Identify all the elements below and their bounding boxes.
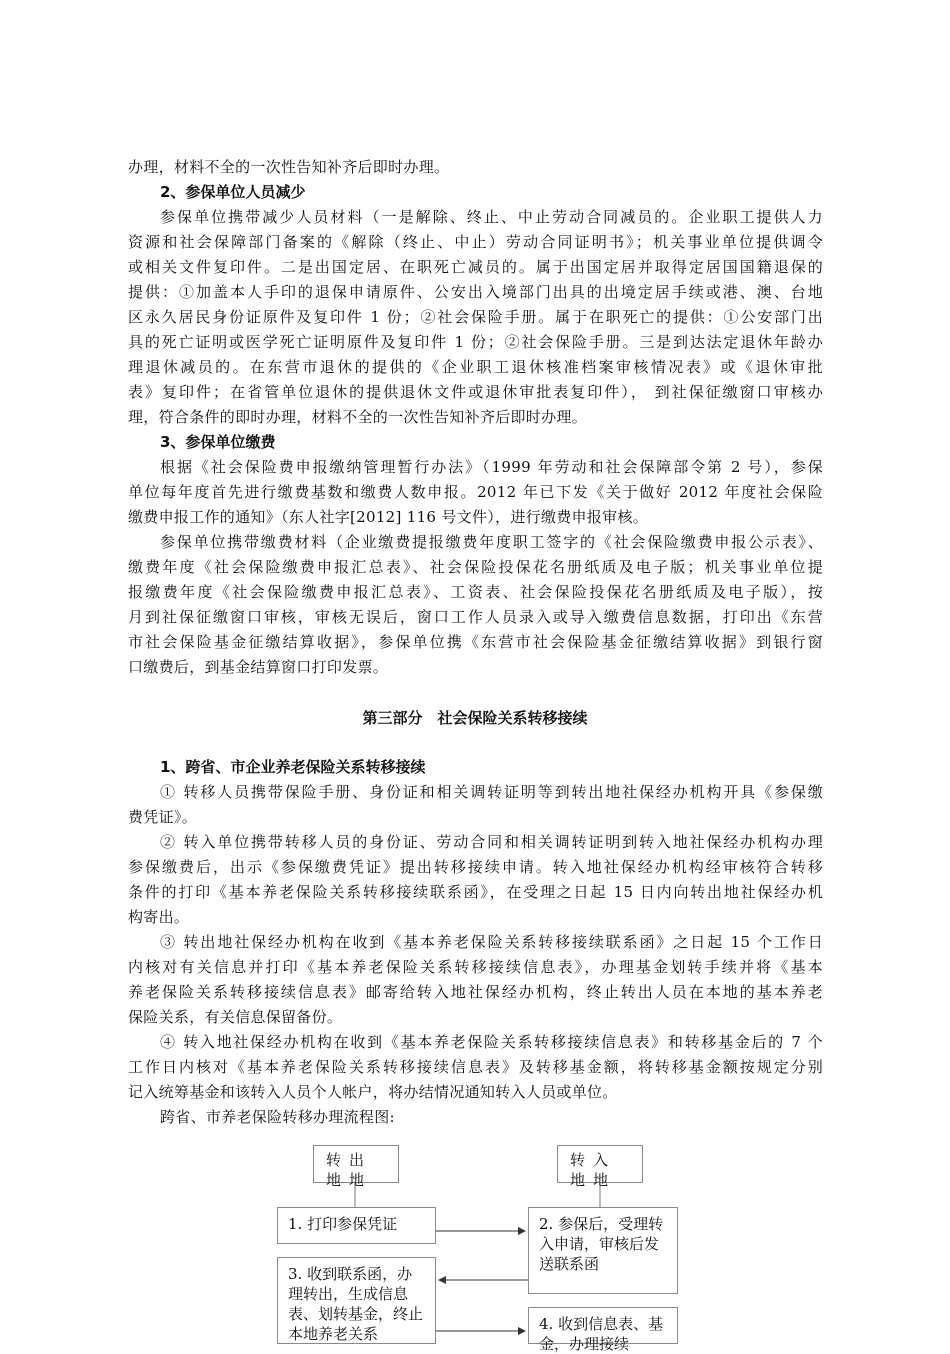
flow-step-4: 4. 收到信息表、基金，办理接续 [528, 1307, 678, 1344]
flow-step-3: 3. 收到联系函，办理转出，生成信息表、划转基金，终止本地养老关系 [277, 1257, 436, 1344]
text-line: 办理，材料不全的一次性告知补齐后即时办理。 [128, 158, 450, 176]
text-line: 理退休减员的。在东营市退休的提供的《企业职工退休核准档案审核情况表》或《退休审批 [128, 358, 823, 376]
heading-unit-staff-reduction: 2、参保单位人员减少 [160, 183, 306, 201]
text-line: 表》复印件；在省管单位退休的提供退休文件或退休审批表复印件）， 到社保征缴窗口审核办 [128, 383, 823, 401]
text-line: ① 转移人员携带保险手册、身份证和相关调转证明等到转出地社保经办机构开具《参保缴 [160, 783, 823, 801]
text-line: 构寄出。 [128, 908, 190, 926]
flow-step-2: 2. 参保后，受理转入申请，审核后发送联系函 [528, 1207, 678, 1294]
text-line: 口缴费后，到基金结算窗口打印发票。 [128, 658, 389, 676]
text-line: 报缴费年度《社会保险缴费申报汇总表》、工资表、社会保险投保花名册纸质及电子版），按 [128, 583, 823, 601]
text-line: 工作日内核对《基本养老保险关系转移接续信息表》及转移基金额，将转移基金额按规定分别 [128, 1058, 823, 1076]
text-line: 参保单位携带减少人员材料（一是解除、终止、中止劳动合同减员的。企业职工提供人力 [160, 208, 823, 226]
section-title: 第三部分 社会保险关系转移接续 [362, 709, 588, 727]
text-line: 月到社保征缴窗口审核，审核无误后，窗口工作人员录入或导入缴费信息数据，打印出《东营 [128, 608, 823, 626]
text-line: 区永久居民身份证原件及复印件 1 份；②社会保险手册。属于在职死亡的提供：①公安部门出 [128, 308, 823, 326]
text-line: 记入统筹基金和该转入人员个人帐户，将办结情况通知转入人员或单位。 [128, 1083, 618, 1101]
text-line: 养老保险关系转移接续信息表》邮寄给转入地社保经办机构，终止转出人员在本地的基本养老 [128, 983, 823, 1001]
flow-step-1: 1. 打印参保凭证 [277, 1207, 436, 1244]
text-line: 具的死亡证明或医学死亡证明原件及复印件 1 份；②社会保险手册。三是到达法定退休年龄办 [128, 333, 823, 351]
text-line: 单位每年度首先进行缴费基数和缴费人数申报。2012 年已下发《关于做好 2012 年度社会保险 [128, 483, 823, 501]
text-line: 内核对有关信息并打印《基本养老保险关系转移接续信息表》，办理基金划转手续并将《基本 [128, 958, 823, 976]
text-line: 提供：①加盖本人手印的退保申请原件、公安出入境部门出具的出境定居手续或港、澳、台地 [128, 283, 823, 301]
flow-header-transfer-in: 转入地地 [557, 1145, 643, 1183]
heading-pension-transfer: 1、跨省、市企业养老保险关系转移接续 [160, 758, 426, 776]
text-line: 理，符合条件的即时办理，材料不全的一次性告知补齐后即时办理。 [128, 408, 588, 426]
text-line: ③ 转出地社保经办机构在收到《基本养老保险关系转移接续联系函》之日起 15 个工作日 [160, 933, 823, 951]
text-line: 缴费年度《社会保险缴费申报汇总表》、社会保险投保花名册纸质及电子版；机关事业单位提 [128, 558, 823, 576]
text-line: 或相关文件复印件。二是出国定居、在职死亡减员的。属于出国定居并取得定居国国籍退保的 [128, 258, 823, 276]
text-line: ② 转入单位携带转移人员的身份证、劳动合同和相关调转证明到转入地社保经办机构办理 [160, 833, 823, 851]
text-line: 费凭证》。 [128, 808, 198, 826]
text-line: 保险关系，有关信息保留备份。 [128, 1008, 343, 1026]
text-line: 根据《社会保险费申报缴纳管理暂行办法》（1999 年劳动和社会保障部令第 2 号），参保 [160, 458, 823, 476]
text-line: 参保缴费后，出示《参保缴费凭证》提出转移接续申请。转入地社保经办机构经审核符合转移 [128, 858, 823, 876]
text-line: ④ 转入地社保经办机构在收到《基本养老保险关系转移接续信息表》和转移基金后的 7 个 [160, 1033, 823, 1051]
flowchart-intro: 跨省、市养老保险转移办理流程图: [160, 1108, 395, 1126]
flow-header-transfer-out: 转出地地 [313, 1145, 399, 1183]
text-line: 市社会保险基金征缴结算收据》，参保单位携《东营市社会保险基金征缴结算收据》到银行窗 [128, 633, 823, 651]
heading-unit-payment: 3、参保单位缴费 [160, 433, 276, 451]
text-line: 资源和社会保障部门备案的《解除（终止、中止）劳动合同证明书》；机关事业单位提供调令 [128, 233, 823, 251]
text-line: 参保单位携带缴费材料（企业缴费提报缴费年度职工签字的《社会保险缴费申报公示表》、 [160, 533, 823, 551]
text-line: 条件的打印《基本养老保险关系转移接续联系函》，在受理之日起 15 日内向转出地社保经办机 [128, 883, 823, 901]
text-line: 缴费申报工作的通知》（东人社字[2012] 116 号文件），进行缴费申报审核。 [128, 508, 649, 526]
